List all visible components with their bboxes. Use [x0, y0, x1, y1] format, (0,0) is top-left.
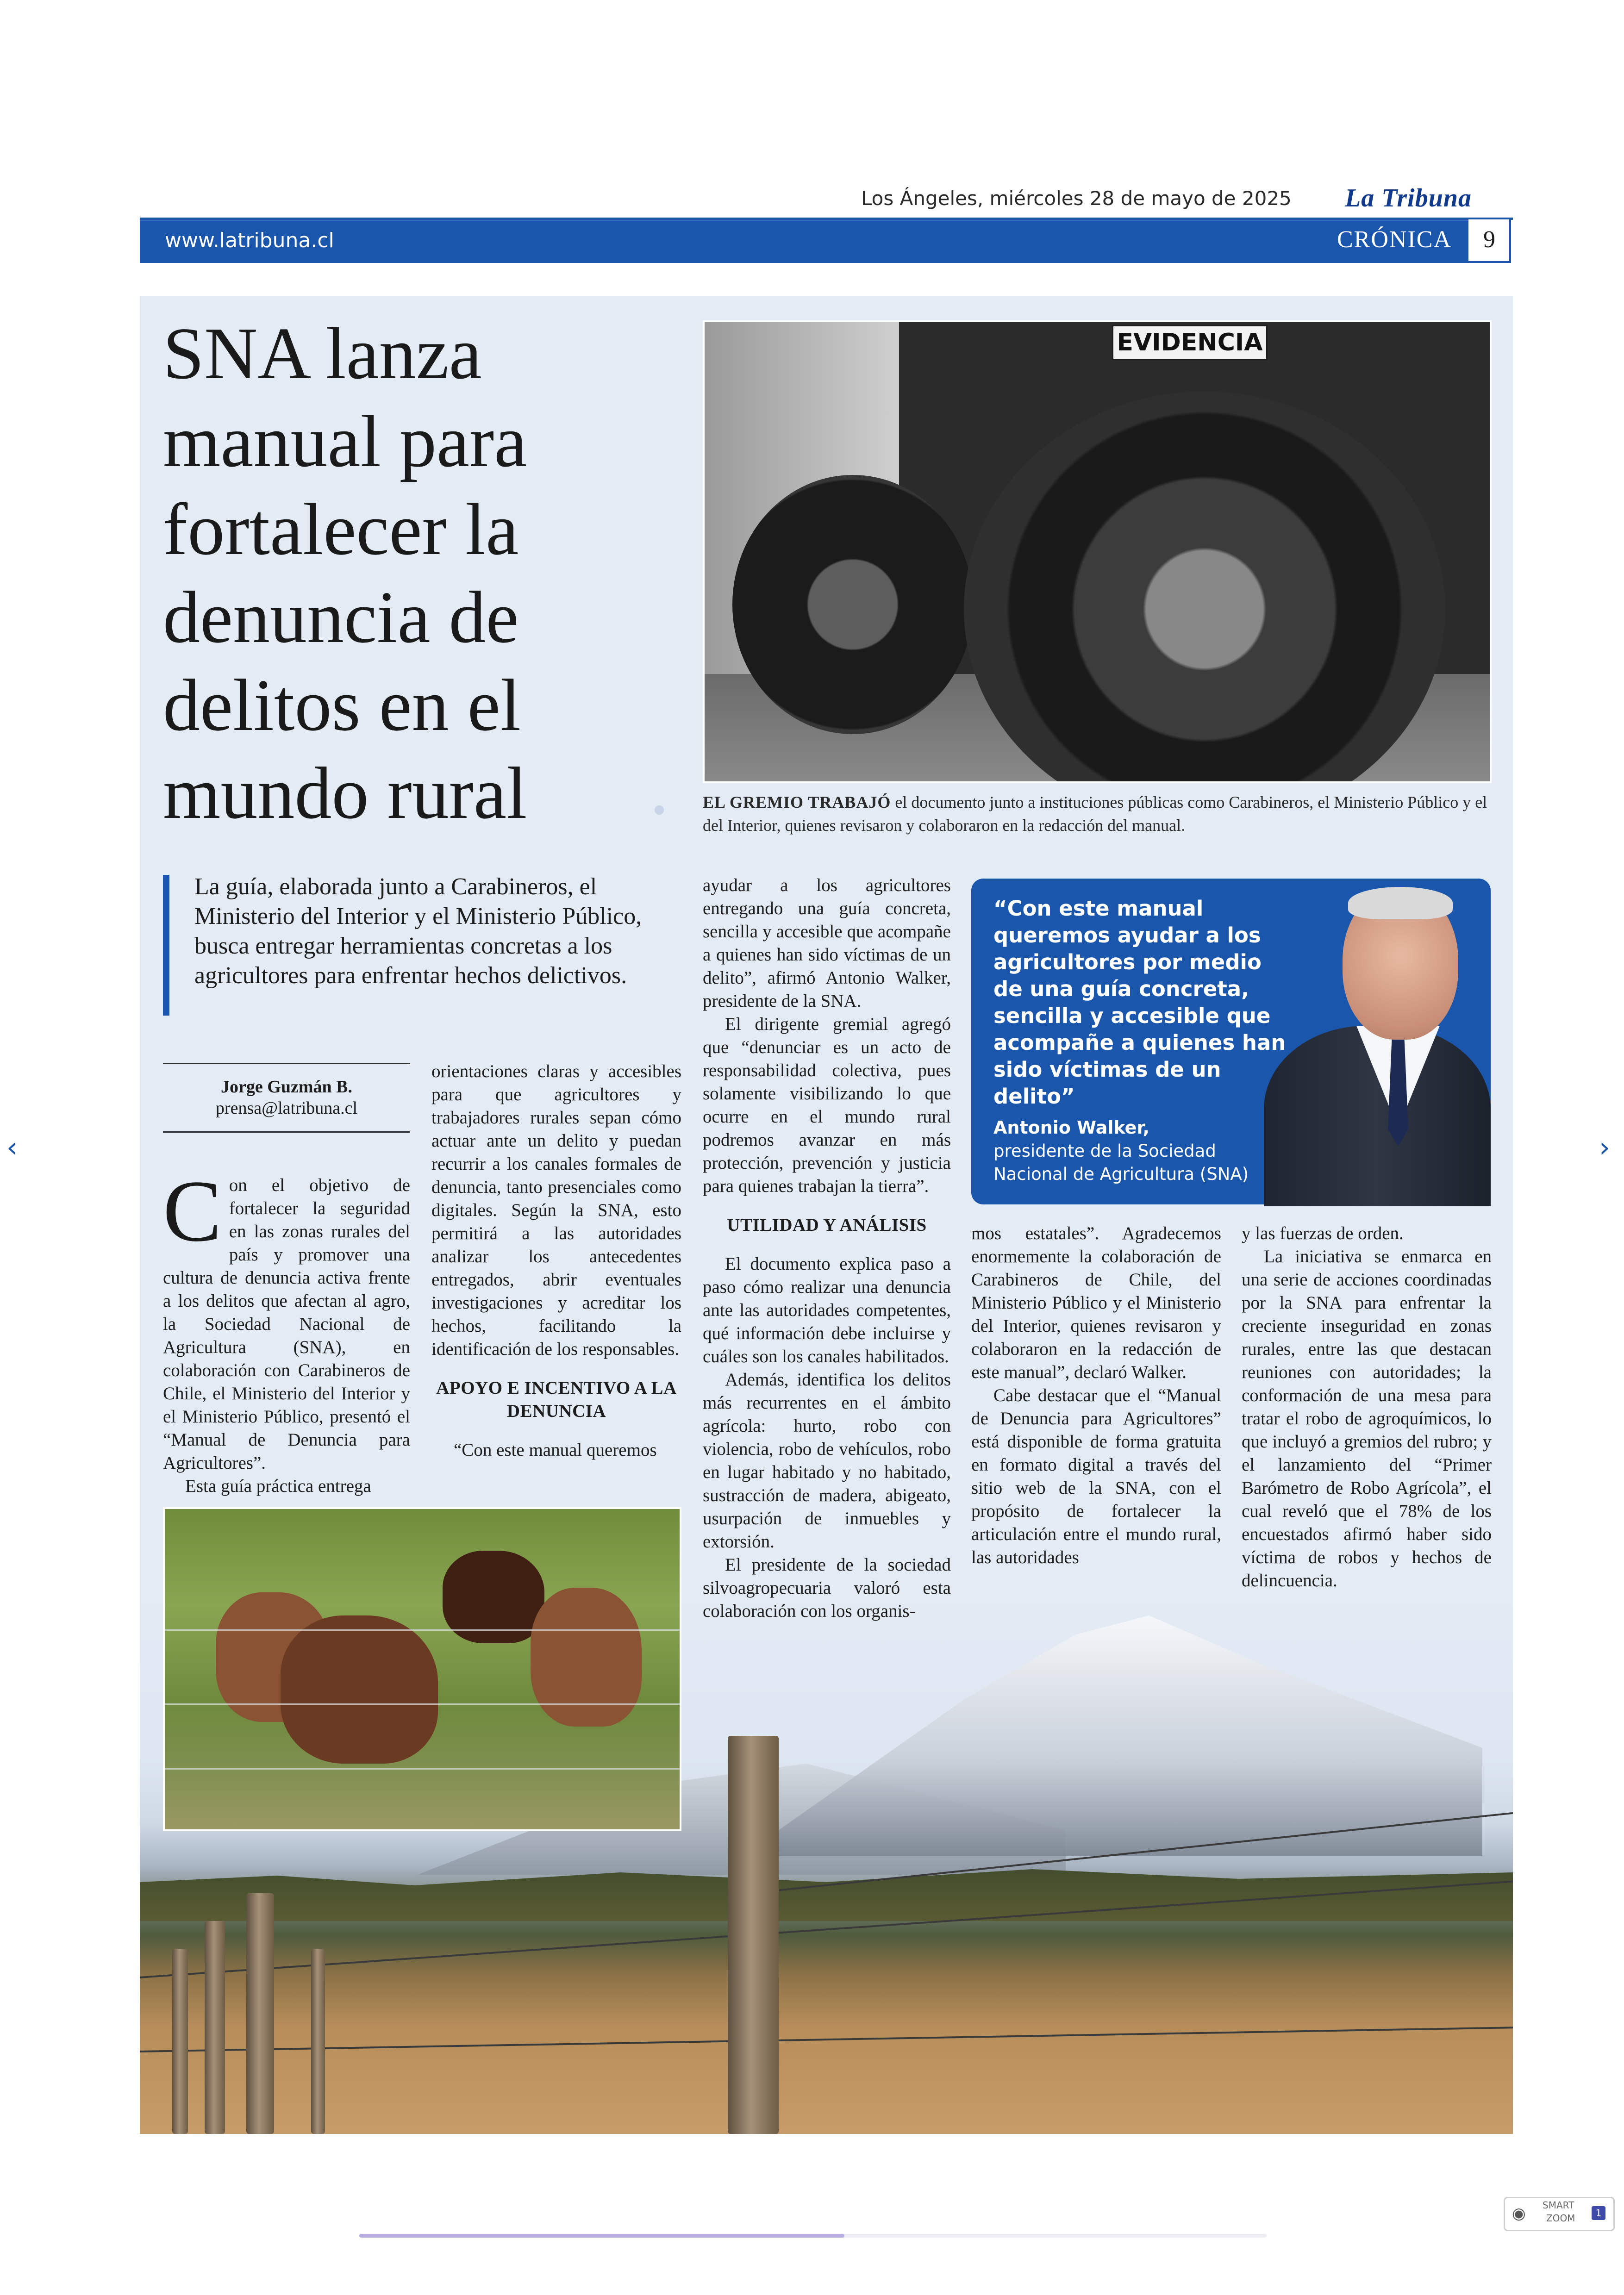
site-url: www.latribuna.cl: [165, 229, 334, 252]
lead-accent-bar: [163, 875, 169, 1016]
byline-rule: [163, 1131, 410, 1133]
article-lead: La guía, elaborada junto a Carabineros, el Ministerio del Interior y el Ministerio Público, busca entregar herramientas concretas a los agricultores para enfrentar hechos delictivos.: [194, 873, 642, 989]
fence-wire: [165, 1768, 680, 1770]
paragraph: El dirigente gremial agregó que “denunciar es un acto de responsabilidad colectiva, pues solamente visibilizando lo que ocurre en el mundo rural podremos avanzar en más protección, prevención y justicia para quienes trabajan la tierra”.: [703, 1014, 951, 1196]
fence-post: [311, 1949, 325, 2134]
fence-post: [205, 1921, 225, 2134]
smart-zoom-label: SMART: [1543, 2200, 1574, 2211]
paragraph: ayudar a los agricultores entregando una guía concreta, sencilla y accesible que acompañe a quienes han sido víctimas de un delito”, afirmó Antonio Walker, presidente de la SNA.: [703, 875, 951, 1011]
page-scrollbar-thumb[interactable]: [359, 2234, 844, 2238]
article-headline: SNA lanza manual para fortalecer la denuncia de delitos en el mundo rural: [163, 312, 527, 834]
section-name: CRÓNICA: [1337, 226, 1452, 253]
text-column-5: [1242, 1222, 1492, 1592]
smart-zoom-label: ZOOM: [1546, 2213, 1575, 2224]
subheading: UTILIDAD Y ANÁLISIS: [727, 1215, 927, 1235]
text-column-4: [971, 1222, 1221, 1569]
paragraph: “Con este manual queremos: [454, 1440, 657, 1460]
fence-post: [246, 1893, 274, 2134]
issue-date: Los Ángeles, miércoles 28 de mayo de 2025: [861, 187, 1292, 210]
decorative-dot: [655, 805, 664, 815]
subheading: APOYO E INCENTIVO A LA DENUNCIA: [436, 1378, 677, 1421]
caption-lead: EL GREMIO TRABAJÓ: [703, 793, 891, 811]
drop-cap: C: [163, 1163, 222, 1260]
snowy-mountain: [742, 1615, 1482, 1856]
evidence-tag: EVIDENCIA: [1112, 325, 1268, 360]
paragraph: orientaciones claras y accesibles para que agricultores y trabajadores rurales sepan cómo actuar ante un delito y puedan recurrir a los canales formales de denuncia, tanto presenciales como digitales. Según la SNA, esto permitirá a las autoridades analizar los antecedentes entregados, abrir eventuales investigaciones y acreditar los hechos, facilitando la identificación de los responsables.: [431, 1061, 681, 1359]
tractor-photo: [703, 320, 1492, 783]
byline-rule: [163, 1063, 410, 1064]
paragraph: El documento explica paso a paso cómo realizar una denuncia ante las autoridades competentes, qué información debe incluirse y cuáles son los canales habilitados.: [703, 1254, 951, 1366]
paragraph: Con el objetivo de fortalecer la seguridad en las zonas rurales del país y promover una cultura de denuncia activa frente a los delitos que afectan al agro, la Sociedad Nacional de Agricultura (SNA), en colaboración con Carabineros de Chile, el Ministerio del Interior y el Ministerio Público, presentó el “Manual de Denuncia para Agricultores”.: [163, 1163, 410, 1473]
paragraph: La iniciativa se enmarca en una serie de acciones coordinadas por la SNA para enfrentar la creciente inseguridad en zonas rurales, entre las que destacan reuniones con autoridades; la conformación de una mesa para tratar el robo de agroquímicos, lo que incluyó a gremios del rubro; y el lanzamiento del “Primer Barómetro de Robo Agrícola”, el cual reveló que el 78% de los encuestados afirmó haber sido víctima de robos y hechos de delincuencia.: [1242, 1247, 1492, 1590]
rear-tire: [964, 392, 1445, 783]
text-column-2: [431, 1060, 681, 1462]
caption-text: el documento junto a instituciones públicas como Carabineros, el Ministerio Público y el del Interior, quienes revisaron y colaboraron en la redacción del manual.: [703, 793, 1487, 835]
fence-post: [728, 1736, 779, 2134]
next-page-icon[interactable]: ›: [1599, 1131, 1610, 1164]
pull-quote-text: “Con este manual queremos ayudar a los agricultores por medio de una guía concreta, sencilla y accesible que acompañe a quienes han sido víctimas de un delito”: [993, 896, 1286, 1109]
paragraph: El presidente de la sociedad silvoagropecuaria valoró esta colaboración con los organis-: [703, 1555, 951, 1621]
newspaper-logo: La Tribuna: [1345, 184, 1472, 212]
barbed-wire: [140, 2027, 1513, 2052]
header-rule: [140, 218, 1513, 220]
text-column-3: [703, 874, 951, 1623]
paragraph: y las fuerzas de orden.: [1242, 1223, 1404, 1243]
header-bar: [140, 220, 1468, 263]
antonio-walker-portrait: [1264, 887, 1491, 1206]
hair: [1348, 887, 1453, 919]
author-email: prensa@latribuna.cl: [215, 1098, 358, 1118]
zoom-badge: 1: [1592, 2206, 1605, 2220]
calf: [281, 1615, 438, 1764]
fence-post: [172, 1949, 188, 2134]
eye-icon: ◉: [1512, 2204, 1526, 2223]
fence-wire: [165, 1703, 680, 1705]
author-name: Jorge Guzmán B.: [221, 1077, 352, 1097]
calves-photo: [163, 1507, 681, 1831]
front-tire: [732, 475, 973, 734]
paragraph: Cabe destacar que el “Manual de Denuncia para Agricultores” está disponible de forma gratuita en formato digital a través del sitio web de la SNA, con el propósito de fortalecer la articulación entre el mundo rural, las autoridades: [971, 1385, 1221, 1567]
quote-author-role: presidente de la Sociedad Nacional de Agricultura (SNA): [993, 1141, 1249, 1184]
calf: [531, 1588, 642, 1727]
quote-author-name: Antonio Walker,: [993, 1117, 1149, 1138]
page-number: 9: [1483, 226, 1495, 253]
paragraph: Además, identifica los delitos más recurrentes en el ámbito agrícola: hurto, robo con violencia, robo de vehículos, robo en lugar habitado y no habitado, sustracción de madera, abigeato, usurpación de inmuebles y extorsión.: [703, 1370, 951, 1552]
fence-wire: [165, 1629, 680, 1631]
text-column-1: [163, 1163, 410, 1498]
previous-page-icon[interactable]: ‹: [6, 1131, 18, 1164]
paragraph: Esta guía práctica entrega: [185, 1476, 371, 1496]
photo-caption: [703, 791, 1490, 837]
paragraph: mos estatales”. Agradecemos enormemente la colaboración de Carabineros de Chile, del Ministerio Público y el Ministerio del Interior, quienes revisaron y colaboraron en la redacción de este manual”, declaró Walker.: [971, 1223, 1221, 1382]
